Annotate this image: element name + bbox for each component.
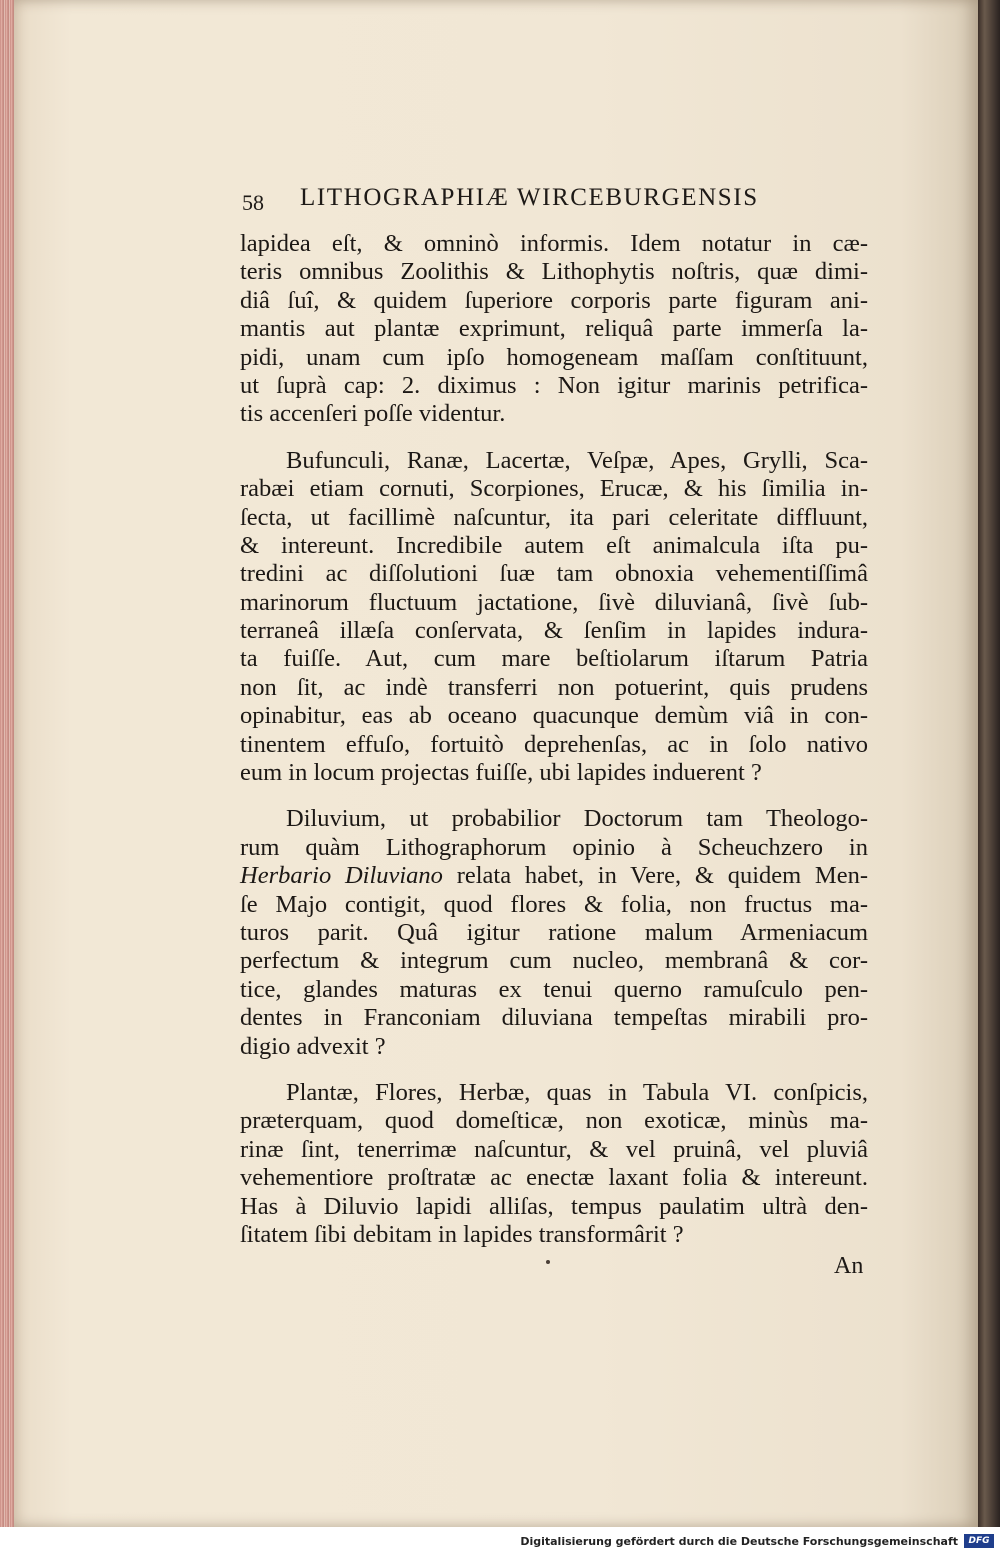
text-line: dentes in Franconiam diluviana tempeſtas mirabili pro- <box>240 1004 868 1032</box>
text-line: Has à Diluvio lapidi alliſas, tempus paulatim ultrà den- <box>240 1192 868 1220</box>
text-line: marinorum fluctuum jactatione, ſivè diluvianâ, ſivè ſub- <box>240 588 868 616</box>
digitization-footer <box>0 1527 1000 1557</box>
text-line: eum in locum projectas fuiſſe, ubi lapides induerent ? <box>240 759 762 787</box>
text-line: tredini ac diſſolutioni ſuæ tam obnoxia vehementiſſimâ <box>240 560 868 588</box>
text-line: teris omnibus Zoolithis & Lithophytis noſtris, quæ dimi- <box>240 258 868 286</box>
text-line: tice, glandes maturas ex tenui querno ramuſculo pen- <box>240 975 868 1003</box>
page-fore-edge-left <box>0 0 14 1527</box>
running-title: LITHOGRAPHIÆ WIRCEBURGENSIS <box>300 184 759 211</box>
text-line: mantis aut plantæ exprimunt, reliquâ parte immerſa la- <box>240 315 868 343</box>
paragraph <box>240 230 868 429</box>
text-line: Plantæ, Flores, Herbæ, quas in Tabula VI. conſpicis, <box>286 1078 868 1106</box>
book-binding-right <box>978 0 1000 1527</box>
paragraph <box>240 447 868 788</box>
text-line: perfectum & integrum cum nucleo, membranâ & cor- <box>240 947 868 975</box>
signature-mark <box>546 1260 550 1264</box>
text-line: Herbario Diluviano relata habet, in Vere, & quidem Men- <box>240 862 868 890</box>
text-line: terraneâ illæſa conſervata, & ſenſim in lapides indura- <box>240 617 868 645</box>
text-line: rum quàm Lithographorum opinio à Scheuchzero in <box>240 833 868 861</box>
text-line: diâ ſuî, & quidem ſuperiore corporis parte figuram ani- <box>240 286 868 314</box>
text-line: ſitatem ſibi debitam in lapides transformârit ? <box>240 1220 684 1248</box>
text-line: tis accenſeri poſſe videntur. <box>240 400 506 428</box>
text-line: digio advexit ? <box>240 1032 386 1060</box>
text-line: ta fuiſſe. Aut, cum mare beſtiolarum iſtarum Patria <box>240 645 868 673</box>
page-number: 58 <box>242 190 264 215</box>
text-line: non ſit, ac indè transferri non potuerint, quis prudens <box>240 673 868 701</box>
text-line: Bufunculi, Ranæ, Lacertæ, Veſpæ, Apes, Grylli, Sca- <box>286 446 868 474</box>
text-line: vehementiore proſtratæ ac enectæ laxant folia & intereunt. <box>240 1164 868 1192</box>
text-line: tinentem effuſo, fortuitò deprehenſas, ac in ſolo nativo <box>240 730 868 758</box>
paragraph <box>240 1079 868 1249</box>
text-line: ut ſuprà cap: 2. diximus : Non igitur marinis petrifica- <box>240 371 868 399</box>
text-line: Diluvium, ut probabilior Doctorum tam Theologo- <box>286 805 868 833</box>
text-line: ſecta, ut facillimè naſcuntur, ita pari celeritate diffluunt, <box>240 503 868 531</box>
text-line: rinæ ſint, tenerrimæ naſcuntur, & vel pruinâ, vel pluviâ <box>240 1135 868 1163</box>
funding-credit: Digitalisierung gefördert durch die Deutsche Forschungsgemeinschaft <box>520 1535 958 1548</box>
body-text <box>240 230 868 1249</box>
text-line: præterquam, quod domeſticæ, non exoticæ, minùs ma- <box>240 1107 868 1135</box>
text-line: & intereunt. Incredibile autem eſt animalcula iſta pu- <box>240 531 868 559</box>
text-line: rabæi etiam cornuti, Scorpiones, Erucæ, & his ſimilia in- <box>240 475 868 503</box>
text-line: opinabitur, eas ab oceano quacunque demùm viâ in con- <box>240 702 868 730</box>
catchword: An <box>834 1253 864 1279</box>
dfg-logo: DFG <box>964 1534 994 1548</box>
text-line: lapidea eſt, & omninò informis. Idem notatur in cæ- <box>240 230 868 257</box>
text-line: turos parit. Quâ igitur ratione malum Armeniacum <box>240 918 868 946</box>
paragraph <box>240 805 868 1061</box>
text-line: ſe Majo contigit, quod flores & folia, non fructus ma- <box>240 890 868 918</box>
text-line: pidi, unam cum ipſo homogeneam maſſam conſtituunt, <box>240 343 868 371</box>
